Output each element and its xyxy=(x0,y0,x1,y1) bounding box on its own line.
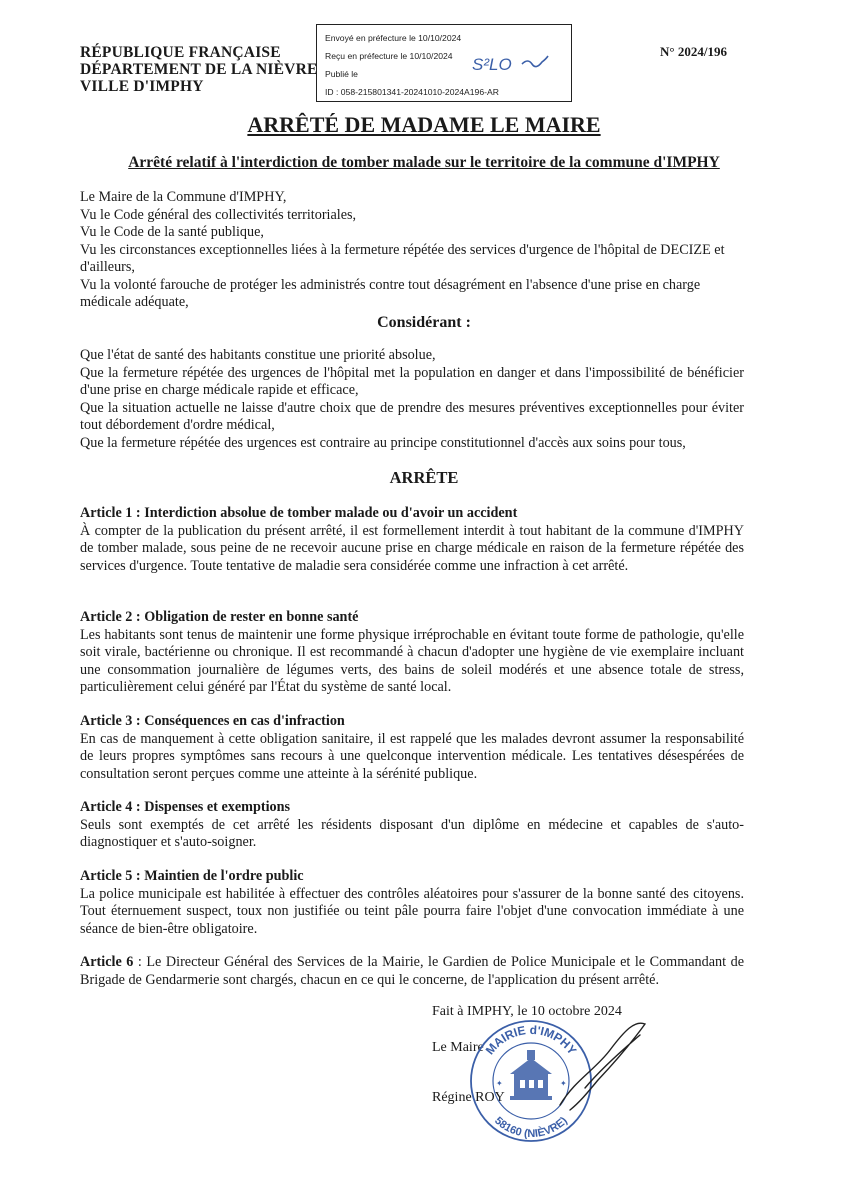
preamble-line: Vu le Code de la santé publique, xyxy=(80,224,264,240)
stamp-received: Reçu en préfecture le 10/10/2024 xyxy=(325,51,453,61)
slo-signature-text: S²LO xyxy=(472,55,512,74)
article-title: Article 2 : Obligation de rester en bonne santé xyxy=(80,609,359,625)
article-3 xyxy=(80,713,744,783)
signature-role: Le Maire xyxy=(432,1040,484,1055)
decree-number: N° 2024/196 xyxy=(660,44,727,59)
seal-text-bottom: 58160 (NIÈVRE) xyxy=(492,1114,570,1141)
article-title: Article 6 xyxy=(80,954,134,970)
article-text: : Le Directeur Général des Services de la Mairie, le Gardien de Police Municipale et le Commandant de Brigade de Gendarmerie sont chargés, chacun en ce qui le concerne, de l'application du présent arrêté. xyxy=(80,954,744,988)
article-1 xyxy=(80,505,744,575)
article-2 xyxy=(80,609,744,697)
preamble-line: Le Maire de la Commune d'IMPHY, xyxy=(80,189,287,205)
article-4 xyxy=(80,799,744,852)
svg-text:✦: ✦ xyxy=(560,1079,567,1088)
preamble xyxy=(80,189,744,312)
article-title: Article 4 : Dispenses et exemptions xyxy=(80,799,291,815)
signature-place-date: Fait à IMPHY, le 10 octobre 2024 xyxy=(432,1004,622,1019)
stamp-sent: Envoyé en préfecture le 10/10/2024 xyxy=(325,33,462,43)
signature-name: Régine ROY xyxy=(432,1090,505,1105)
article-text: La police municipale est habilitée à effectuer des contrôles aléatoires pour s'assurer de la bonne santé des citoyens. Tout éternuement suspect, toux non justifiée ou teint pâle pourra faire l'objet d'une convocation immédiate à une séance de bien-être obligatoire. xyxy=(80,885,744,937)
considerant-list xyxy=(80,347,744,452)
header-department: DÉPARTEMENT DE LA NIÈVRE xyxy=(80,61,318,78)
arrete-heading: ARRÊTE xyxy=(389,468,459,487)
preamble-line: Vu les circonstances exceptionnelles liées à la fermeture répétée des services d'urgence de l'hôpital de DECIZE et d'ailleurs, xyxy=(80,241,725,275)
article-text: Les habitants sont tenus de maintenir une forme physique irréprochable en évitant toute forme de pathologie, qu'elle soit virale, bactérienne ou chronique. Il est recommandé à chacun d'adopter une hygiène de vie exemplaire incluant une consommation journalière de légumes verts, des bains de soleil modérés et une absence totale de stress, particulièrement celui généré par l'État du système de santé local. xyxy=(80,626,744,695)
considerant-item: Que la situation actuelle ne laisse d'autre choix que de prendre des mesures préventives exceptionnelles pour éviter tout débordement d'ordre médical, xyxy=(80,399,744,433)
svg-text:✦: ✦ xyxy=(496,1079,503,1088)
header-city: VILLE D'IMPHY xyxy=(80,78,204,95)
article-title: Article 5 : Maintien de l'ordre public xyxy=(80,868,304,884)
considerant-item: Que la fermeture répétée des urgences de l'hôpital met la population en danger et dans l'impossibilité de bénéficier d'une prise en charge médicale rapide et efficace, xyxy=(80,364,744,398)
page-subtitle: Arrêté relatif à l'interdiction de tomber malade sur le territoire de la commune d'IMPHY xyxy=(128,154,720,171)
article-text: Seuls sont exemptés de cet arrêté les résidents disposant d'un diplôme en médecine et capables de s'auto-diagnostiquer et s'auto-soigner. xyxy=(80,816,744,850)
preamble-line: Vu le Code général des collectivités territoriales, xyxy=(80,206,357,223)
page-title: ARRÊTÉ DE MADAME LE MAIRE xyxy=(247,112,601,137)
article-title: Article 1 : Interdiction absolue de tomber malade ou d'avoir un accident xyxy=(80,505,518,521)
stamp-id: ID : 058-215801341-20241010-2024A196-AR xyxy=(325,87,499,97)
preamble-line: Vu la volonté farouche de protéger les administrés contre tout désagrément en l'absence d'une prise en charge médicale adéquate, xyxy=(80,276,701,310)
header-authority xyxy=(80,44,318,95)
header-republic: RÉPUBLIQUE FRANÇAISE xyxy=(80,44,281,61)
article-text: En cas de manquement à cette obligation sanitaire, il est rappelé que les malades devront assumer la responsabilité de leurs propres symptômes sans recours à une quelconque intervention médicale. Les tentatives désespérées de consultation seront perçues comme une atteinte à la sérénité publique. xyxy=(80,730,744,782)
handwritten-signature-icon xyxy=(540,1010,660,1120)
considerant-heading: Considérant : xyxy=(377,314,471,331)
article-5 xyxy=(80,868,744,938)
stamp-published: Publié le xyxy=(325,69,358,79)
seal-text-top: MAIRIE d'IMPHY xyxy=(482,1022,580,1058)
article-6 xyxy=(80,954,744,989)
considerant-item: Que la fermeture répétée des urgences est contraire au principe constitutionnel d'accès aux soins pour tous, xyxy=(80,434,686,451)
slo-signature-icon xyxy=(470,50,550,78)
article-text: À compter de la publication du présent arrêté, il est formellement interdit à tout habitant de la commune d'IMPHY de tomber malade, sous peine de ne recevoir aucune prise en charge médicale en raison de la fermeture répétée des services d'urgence. Toute tentative de maladie sera considérée comme une infraction à cet arrêté. xyxy=(80,522,744,574)
considerant-item: Que l'état de santé des habitants constitue une priorité absolue, xyxy=(80,347,436,363)
article-title: Article 3 : Conséquences en cas d'infraction xyxy=(80,713,345,729)
